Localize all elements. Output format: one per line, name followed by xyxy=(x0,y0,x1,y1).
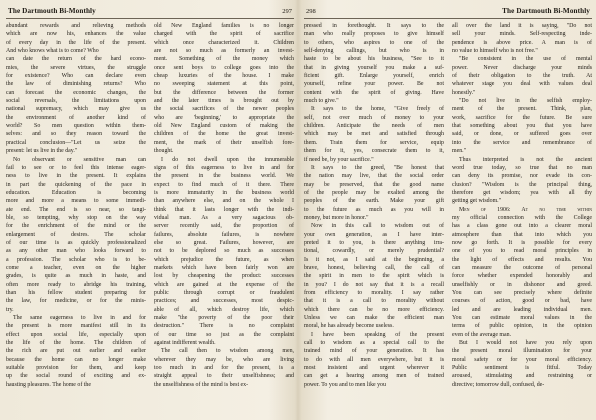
text-line: peoples of the earth. Make your gift xyxy=(304,198,444,205)
text-line: which may be met and satisfied through xyxy=(304,131,444,138)
text-line: public through corrupt or fraudulent xyxy=(154,290,294,296)
text-line: can forecast the economic changes, the xyxy=(6,89,146,96)
text-line: power. Never discharge your minds xyxy=(452,64,592,71)
text-line: pendence is above price. A man is of xyxy=(452,39,592,46)
text-line: no value to himself who is not free." xyxy=(452,48,538,55)
text-line: make "the poverty of the poor their xyxy=(154,315,294,322)
text-line: failures, absolute failures, is nowhere xyxy=(154,231,294,238)
text-line: "Be consistent in the use of mental xyxy=(459,56,592,63)
text-line: ment, the mark of their unselfish fore- xyxy=(154,139,294,146)
text-line: money, but more in honor." xyxy=(304,214,369,221)
text-line: the spirit in men to the spirit which is xyxy=(304,273,444,280)
text-line: haste to be about his business, "See to it xyxy=(304,56,444,63)
text-line: the present moral illumination for your xyxy=(452,348,592,355)
text-line: Unless we can make the efficient man xyxy=(304,315,444,322)
text-line: but the difference between the former xyxy=(154,89,294,96)
text-line: the unselfishness of the mind is best ex- xyxy=(154,381,249,388)
text-line: that it is a call to morality without xyxy=(304,298,444,305)
right-column-1 xyxy=(304,22,444,389)
text-line: clusion? "Wisdom is the principal thing, xyxy=(452,181,592,188)
text-line: whatever stage you deal with values deal xyxy=(452,81,592,88)
text-line: children. Anticipate the needs of men xyxy=(304,123,444,130)
text-line: No observant or sensitive man can xyxy=(13,156,146,163)
text-line: children of the home the great invest- xyxy=(154,131,294,138)
right-column-2 xyxy=(452,22,592,389)
text-line: The same eagerness to live in and for xyxy=(13,315,146,322)
text-line: ment. Something of the money which xyxy=(154,56,294,63)
text-line: the life of the home. The children of xyxy=(6,340,146,347)
text-line: brave, honest, believing call, the call of xyxy=(304,264,444,271)
text-line: which are now his, enhances the value xyxy=(6,31,146,38)
text-line: straight appeal to their unselfishness; and xyxy=(154,373,294,380)
text-line: the environment of another kind of xyxy=(6,114,146,121)
text-line: ness to live in the present. It explains xyxy=(6,173,146,180)
text-line: of their obligation to the truth. At xyxy=(452,73,592,80)
text-line: fail to see or to feel this intense eager- xyxy=(6,164,146,171)
right-running-head xyxy=(304,7,592,19)
text-line: because the home can no longer make xyxy=(6,356,146,363)
text-line: that something about you that you have xyxy=(452,123,592,130)
text-line: the present is more manifest still in its xyxy=(6,323,146,330)
text-line: terms of public opinion, in the opinion xyxy=(452,323,592,330)
text-line: to do with all men everywhere, but it is xyxy=(304,356,444,363)
text-line: It says to the home, "Give freely of xyxy=(311,106,444,113)
text-line: unselfishly or in dishonor and greed. xyxy=(452,281,592,288)
text-line: ble, so tempting, why stop on the way xyxy=(6,214,146,221)
text-line: much to give." xyxy=(304,98,339,105)
text-line: moral safety or for your moral efficiency. xyxy=(452,356,592,363)
text-line: which prejudice the future, as when xyxy=(154,256,294,263)
text-line: the nation may live, that the social order xyxy=(304,173,444,180)
left-header-title: The Dartmouth Bi-Monthly xyxy=(8,7,96,15)
text-line: try. xyxy=(6,306,14,313)
right-page xyxy=(304,0,592,420)
text-line: lost by cheapening the product: successes xyxy=(154,273,294,280)
text-line: preted it to you, is there anything irra- xyxy=(304,239,444,246)
text-line: thought. xyxy=(154,148,174,155)
text-line: the law of diminishing returns? Who xyxy=(6,81,146,88)
text-line: and the later times is brought out by xyxy=(154,98,294,105)
text-line: if need be, by your sacrifice." xyxy=(304,156,374,163)
text-line: has a class gone out into a clearer moral xyxy=(452,223,592,230)
text-line: are not so much as formerly an invest- xyxy=(154,48,294,55)
text-line: work, sacrifice for the future. Be sure xyxy=(452,114,592,121)
text-line: which are gained at the expense of the xyxy=(154,281,294,288)
text-line: think that it lasts longer with the indi- xyxy=(154,206,294,213)
text-line: mies, the severe virtues, the struggle xyxy=(6,64,146,71)
text-line: man who really proposes to give himself xyxy=(304,31,444,38)
text-line: of our time is as quickly professionalized xyxy=(6,239,146,246)
text-line: hausting pleasures. The home of the xyxy=(6,381,91,388)
text-line: than his fellow student preparing for xyxy=(6,290,146,296)
text-line: cheap luxuries of the house. I make xyxy=(154,73,294,80)
text-line: the rich are put out earlier and earlier xyxy=(6,348,146,355)
text-line: to others, who aspires to one of the xyxy=(304,39,444,46)
text-line: for existence? Who can declare even xyxy=(6,73,146,80)
text-line: said, or done, or suffered goes over xyxy=(452,131,592,138)
text-line: practices; and successes, most despic- xyxy=(154,298,294,305)
text-line: can get a hearing among men of trained xyxy=(304,373,444,380)
text-line: You can see precisely where definite xyxy=(452,290,592,296)
right-page-number: 298 xyxy=(306,8,316,15)
text-line: who are 'beginning,' to appropriate the xyxy=(154,114,294,121)
text-line: power. To you and to men like you xyxy=(304,381,386,388)
text-line: in part the quickening of the pace in xyxy=(6,181,146,188)
text-line: grades, is quite as much in haste, and xyxy=(6,273,146,280)
text-line: Public sentiment is fitful. Today xyxy=(452,365,592,372)
text-line: Now in this call to wisdom out of xyxy=(311,223,444,230)
text-line: one of you to read moral principles in xyxy=(452,248,592,255)
left-columns xyxy=(6,22,294,389)
text-line: all over the land it is saying, "Do not xyxy=(452,23,592,29)
text-line: self-denying callings, but who is in xyxy=(304,48,444,55)
text-line: come a teacher, even on the higher xyxy=(6,264,146,271)
text-line: getting get wisdom." xyxy=(452,198,502,205)
right-header-title: The Dartmouth Bi-Monthly xyxy=(502,7,590,15)
text-line: which there can be no more efficiency. xyxy=(304,306,444,313)
text-line: honestly." xyxy=(452,89,476,96)
text-line: Men of 1906: At no time within xyxy=(459,206,592,213)
left-column-2 xyxy=(154,22,294,389)
text-line: The call then to wisdom among men, xyxy=(161,348,294,355)
text-line: them for it, yes, consecrate them to it, xyxy=(304,148,444,155)
text-line: abundant rewards and relieving methods xyxy=(6,23,146,29)
text-line: against indifferent wealth. xyxy=(154,340,216,347)
text-line: self, not over much of money to your xyxy=(304,114,444,121)
text-line: into the service and remembrance of xyxy=(452,139,592,146)
text-line: expect to find much of it there. There xyxy=(154,181,294,188)
text-line: can deny its promise, nor evade its con- xyxy=(452,173,592,180)
text-line: the law, for medicine, or for the minis- xyxy=(6,298,146,305)
text-line: able of all, which destroy life, which xyxy=(154,306,294,313)
text-line: effect upon social life, especially upon xyxy=(6,331,146,338)
text-line: pressed in forethought. It says to the xyxy=(304,23,444,29)
text-line: of the people may be exalted among the xyxy=(304,189,444,196)
text-line: national supremacy, which may give us xyxy=(6,106,146,113)
text-line: destruction." There is no complaint xyxy=(154,323,294,330)
text-line: sell your minds. Self-respecting inde- xyxy=(452,31,592,38)
text-line: from efficiency to morality. I say rather xyxy=(304,290,444,296)
text-line: in you? I do not say that it is a recall xyxy=(304,281,444,288)
left-column-1 xyxy=(6,22,146,389)
text-line: that in giving yourself you make a suf- xyxy=(304,64,444,71)
text-line: atmosphere than that into which you xyxy=(452,231,592,238)
left-page-number: 297 xyxy=(282,8,292,15)
text-line: can measure the outcome of personal xyxy=(452,264,592,271)
text-line: is more immaturity in the business world xyxy=(154,189,294,196)
text-line: charged with the spirit of sacrifice xyxy=(154,31,294,38)
text-line: the present in the business world. We xyxy=(154,173,294,180)
text-line: too much in and for the present, is a xyxy=(154,365,294,372)
text-line: once sent boys to college goes into the xyxy=(154,64,294,71)
text-line: to the future as much as you will in xyxy=(304,206,444,213)
text-line: word true today, so true that no man xyxy=(452,164,592,171)
text-line: may be preserved, that the good name xyxy=(304,181,444,188)
text-line: can date the return of the hard econo- xyxy=(6,56,146,63)
text-line: more and more a means to some immedi- xyxy=(6,198,146,205)
text-line: them. Train them for service, equip xyxy=(304,139,444,146)
text-line: And who knows what is to come? Who xyxy=(6,48,99,55)
text-line: led and are leading individual men. xyxy=(452,306,592,313)
text-line: enlargement of desires. The scholar xyxy=(6,231,146,238)
text-line: tional, cowardly, or merely prudential? xyxy=(304,248,444,255)
text-line: markets which have been fairly won are xyxy=(154,264,294,271)
text-line: else so great. Failures, however, are xyxy=(154,239,294,246)
text-line: a profession. The scholar who is to be- xyxy=(6,256,146,263)
text-line: server recently said, the proportion of xyxy=(154,223,294,230)
text-line: courses of action, good or bad, have xyxy=(452,298,592,305)
text-line: often more ready to abridge his training, xyxy=(6,281,146,288)
text-line: men." xyxy=(452,148,467,155)
text-line: aroused, stimulating and restraining or xyxy=(452,373,592,380)
text-line: the light of effects and results. You xyxy=(452,256,592,263)
text-line: of every day in the life of the present. xyxy=(6,39,146,46)
text-line: of our time so just as the complaint xyxy=(154,331,294,338)
text-line: no sweeping statement at this point, xyxy=(154,81,294,88)
text-line: vidual man. As a very sagacious ob- xyxy=(154,214,294,221)
text-line: education. Education is becoming xyxy=(6,189,146,196)
text-line: than anywhere else, and on the whole I xyxy=(154,198,294,205)
text-line: the social sacrifices of the newer peoples xyxy=(154,106,294,113)
text-line: ment of the present. Think, plan, xyxy=(452,106,592,113)
text-line: wherever they may be, who are living xyxy=(154,356,294,363)
text-line: old New England custom of making the xyxy=(154,123,294,130)
text-line: yourself, refine your power. Be not xyxy=(304,81,444,88)
text-line: content with the spirit of giving. Have xyxy=(304,89,444,96)
text-line: my official connection with the College xyxy=(452,214,592,221)
text-line: "Do not live in the selfish employ- xyxy=(459,98,592,105)
text-line: force whether expended honorably and xyxy=(452,273,592,280)
text-line: Thus interpreted is not the ancient xyxy=(459,156,592,163)
text-line: present: let us live in the day." xyxy=(6,148,78,155)
text-line: I have been speaking of the present xyxy=(311,331,444,338)
right-columns xyxy=(304,22,592,389)
text-line: selves: and so they reason toward the xyxy=(6,131,146,138)
text-line: suitable provision for them, and keep xyxy=(6,365,146,372)
text-line: moral, he has already become useless. xyxy=(304,323,394,330)
text-line: But I would not have you rely upon xyxy=(459,340,592,347)
text-line: ficient gift. Enlarge yourself, enrich xyxy=(304,73,444,80)
left-running-head xyxy=(6,7,294,19)
text-line: It says to the greed, "Be honest that xyxy=(311,164,444,171)
left-page xyxy=(6,0,294,420)
text-line: therefore get wisdom; yea with all thy xyxy=(452,189,592,196)
text-line: I do not dwell upon the innumerable xyxy=(161,156,294,163)
text-line: social reversals, the limitations upon xyxy=(6,98,146,105)
text-line: for the enrichment of the mind or the xyxy=(6,223,146,230)
text-line: not to be deplored so much as successes xyxy=(154,248,294,255)
text-line: up the social round of exciting and ex- xyxy=(6,373,146,380)
text-line: directive; tomorrow dull, confused, de- xyxy=(452,381,545,388)
text-line: old New England families is no longer xyxy=(154,23,294,29)
text-line: world? So men question within them- xyxy=(6,123,146,130)
text-line: now go forth. It is possible for every xyxy=(452,239,592,246)
text-line: as any other man who looks forward to xyxy=(6,248,146,255)
text-line: Is it not, as I said at the beginning, a xyxy=(304,256,444,263)
text-line: call to wisdom as a special call to the xyxy=(304,340,444,347)
text-line: signs of this eagerness to live in and for xyxy=(154,164,294,171)
text-line: your own generation, as I have inter- xyxy=(304,231,444,238)
text-line: practical conclusion—"Let us seize the xyxy=(6,139,146,146)
text-line: most insistent and urgent wherever it xyxy=(304,365,444,372)
text-line: trained mind of your generation. It has xyxy=(304,348,444,355)
text-line: ate end. The end is so near, so tangi- xyxy=(6,206,146,213)
text-line: which once characterized it. Children xyxy=(154,39,294,46)
text-line: You can estimate moral values in the xyxy=(452,315,592,322)
text-line: even of the average man. xyxy=(452,331,512,338)
